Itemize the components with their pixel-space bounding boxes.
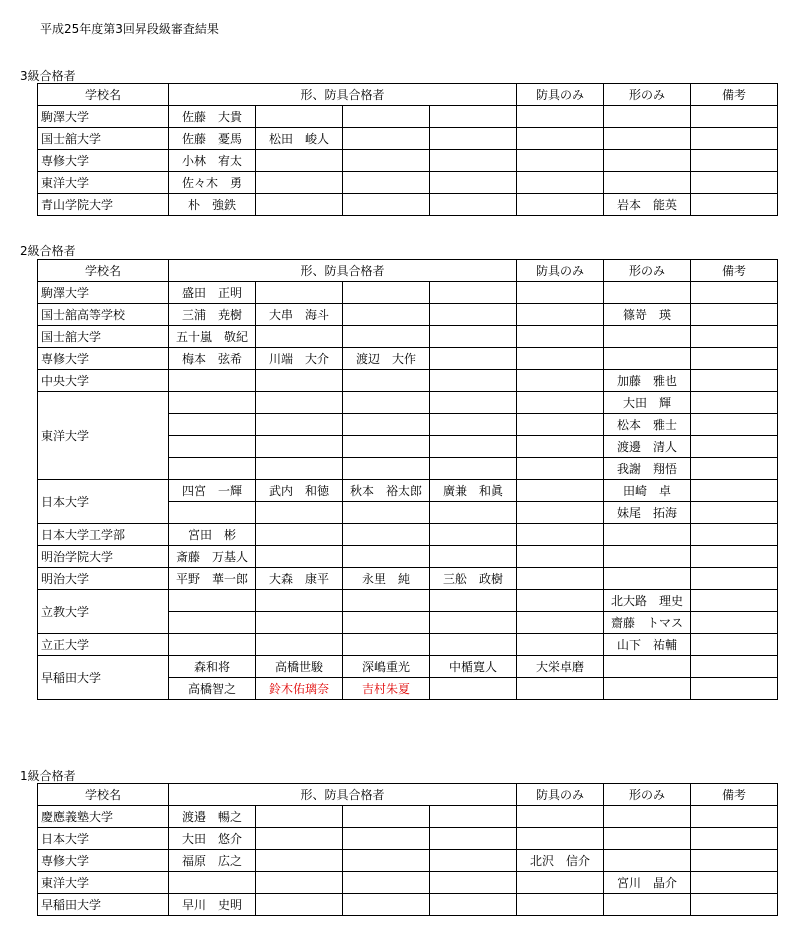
header-row [38, 784, 778, 806]
table-row [38, 392, 778, 414]
name-cell [430, 806, 517, 828]
name-cell [343, 546, 430, 568]
school-cell: 専修大学 [38, 850, 169, 872]
school-cell: 東洋大学 [38, 392, 169, 480]
name-cell [169, 634, 256, 656]
name-cell [691, 436, 778, 458]
name-cell [256, 458, 343, 480]
grade2-label: 2級合格者 [20, 244, 76, 258]
name-cell [430, 524, 517, 546]
name-cell [604, 128, 691, 150]
header-both: 形、防具合格者 [169, 784, 517, 806]
name-cell [430, 370, 517, 392]
name-cell [343, 326, 430, 348]
table-row [38, 194, 778, 216]
header-school: 学校名 [38, 784, 169, 806]
name-cell [430, 392, 517, 414]
header-armor-only: 防具のみ [517, 784, 604, 806]
table-row [38, 524, 778, 546]
name-cell: 我謝 翔悟 [604, 458, 691, 480]
name-cell [343, 872, 430, 894]
school-cell: 日本大学 [38, 480, 169, 524]
name-cell [430, 414, 517, 436]
name-cell: 福原 広之 [169, 850, 256, 872]
table-row [38, 150, 778, 172]
grade2-table [37, 259, 778, 700]
name-cell: 永里 純 [343, 568, 430, 590]
name-cell [604, 106, 691, 128]
school-cell: 青山学院大学 [38, 194, 169, 216]
name-cell [343, 436, 430, 458]
name-cell [343, 150, 430, 172]
name-cell [256, 612, 343, 634]
name-cell: 三浦 尭樹 [169, 304, 256, 326]
grade3-label: 3級合格者 [20, 69, 76, 83]
name-cell: 北沢 信介 [517, 850, 604, 872]
name-cell [256, 546, 343, 568]
name-cell [691, 348, 778, 370]
name-cell: 岩本 能英 [604, 194, 691, 216]
school-cell: 立教大学 [38, 590, 169, 634]
header-school: 学校名 [38, 84, 169, 106]
name-cell [343, 370, 430, 392]
name-cell [691, 872, 778, 894]
name-cell [343, 194, 430, 216]
name-cell: 武内 和徳 [256, 480, 343, 502]
school-cell: 日本大学工学部 [38, 524, 169, 546]
name-cell [169, 590, 256, 612]
name-cell [604, 894, 691, 916]
name-cell: 廣兼 和眞 [430, 480, 517, 502]
name-cell: 齋藤 トマス [604, 612, 691, 634]
name-cell: 盛田 正明 [169, 282, 256, 304]
header-armor-only: 防具のみ [517, 260, 604, 282]
name-cell [604, 524, 691, 546]
name-cell: 四宮 一輝 [169, 480, 256, 502]
name-cell [691, 656, 778, 678]
name-cell [517, 194, 604, 216]
header-kata-only: 形のみ [604, 784, 691, 806]
name-cell [343, 502, 430, 524]
name-cell [517, 828, 604, 850]
name-cell [691, 172, 778, 194]
name-cell [430, 106, 517, 128]
name-cell [517, 872, 604, 894]
name-cell [691, 546, 778, 568]
name-cell [430, 546, 517, 568]
name-cell [430, 872, 517, 894]
name-cell [256, 106, 343, 128]
name-cell [256, 828, 343, 850]
name-cell [169, 414, 256, 436]
name-cell [343, 458, 430, 480]
name-cell [691, 502, 778, 524]
name-cell [343, 414, 430, 436]
name-cell [691, 612, 778, 634]
name-cell [691, 828, 778, 850]
name-cell [691, 850, 778, 872]
name-cell: 早川 史明 [169, 894, 256, 916]
header-remarks: 備考 [691, 784, 778, 806]
name-cell [343, 590, 430, 612]
name-cell [691, 194, 778, 216]
name-cell [430, 128, 517, 150]
name-cell [517, 634, 604, 656]
name-cell [256, 194, 343, 216]
school-cell: 明治大学 [38, 568, 169, 590]
header-both: 形、防具合格者 [169, 260, 517, 282]
name-cell [430, 634, 517, 656]
name-cell [517, 678, 604, 700]
name-cell [169, 502, 256, 524]
name-cell [691, 414, 778, 436]
name-cell: 佐々木 勇 [169, 172, 256, 194]
name-cell [343, 612, 430, 634]
name-cell [691, 370, 778, 392]
header-row [38, 84, 778, 106]
name-cell: 大田 悠介 [169, 828, 256, 850]
name-cell [256, 502, 343, 524]
name-cell [169, 436, 256, 458]
name-cell [430, 282, 517, 304]
name-cell: 大栄卓磨 [517, 656, 604, 678]
name-cell: 北大路 理史 [604, 590, 691, 612]
name-cell [517, 480, 604, 502]
name-cell: 宮田 彬 [169, 524, 256, 546]
name-cell [256, 590, 343, 612]
name-cell: 渡邉 暢之 [169, 806, 256, 828]
name-cell: 中楯寛人 [430, 656, 517, 678]
school-cell: 東洋大学 [38, 172, 169, 194]
name-cell [343, 828, 430, 850]
name-cell [517, 806, 604, 828]
name-cell [430, 458, 517, 480]
name-cell [343, 128, 430, 150]
name-cell [691, 106, 778, 128]
name-cell [256, 370, 343, 392]
grade3-table [37, 83, 778, 216]
table-row [38, 304, 778, 326]
school-cell: 立正大学 [38, 634, 169, 656]
page-title: 平成25年度第3回昇段級審査結果 [40, 22, 219, 36]
name-cell [604, 850, 691, 872]
school-cell: 中央大学 [38, 370, 169, 392]
header-kata-only: 形のみ [604, 84, 691, 106]
name-cell [691, 458, 778, 480]
name-cell [343, 524, 430, 546]
school-cell: 駒澤大学 [38, 106, 169, 128]
name-cell: 田崎 卓 [604, 480, 691, 502]
name-cell [430, 348, 517, 370]
table-row [38, 546, 778, 568]
name-cell [517, 326, 604, 348]
name-cell [343, 850, 430, 872]
name-cell [430, 850, 517, 872]
table-row [38, 828, 778, 850]
name-cell [517, 524, 604, 546]
name-cell [430, 172, 517, 194]
name-cell: 篠嵜 瑛 [604, 304, 691, 326]
name-cell [604, 282, 691, 304]
name-cell [430, 194, 517, 216]
school-cell: 国士舘大学 [38, 326, 169, 348]
name-cell [343, 172, 430, 194]
name-cell [430, 502, 517, 524]
name-cell [343, 806, 430, 828]
name-cell: 渡辺 大作 [343, 348, 430, 370]
name-cell [691, 282, 778, 304]
name-cell [604, 678, 691, 700]
grade1-table [37, 783, 778, 916]
name-cell: 平野 華一郎 [169, 568, 256, 590]
name-cell: 吉村朱夏 [343, 678, 430, 700]
name-cell [691, 128, 778, 150]
name-cell [343, 392, 430, 414]
school-cell: 国士舘高等学校 [38, 304, 169, 326]
name-cell [691, 304, 778, 326]
table-row [38, 806, 778, 828]
name-cell [169, 370, 256, 392]
name-cell [691, 326, 778, 348]
name-cell [604, 348, 691, 370]
name-cell: 松田 峻人 [256, 128, 343, 150]
name-cell [430, 678, 517, 700]
name-cell [604, 568, 691, 590]
name-cell: 鈴木佑璃奈 [256, 678, 343, 700]
name-cell [517, 150, 604, 172]
name-cell [256, 172, 343, 194]
school-cell: 早稲田大学 [38, 894, 169, 916]
table-row [38, 634, 778, 656]
header-remarks: 備考 [691, 260, 778, 282]
grade1-label: 1級合格者 [20, 769, 76, 783]
name-cell: 大田 輝 [604, 392, 691, 414]
name-cell: 川端 大介 [256, 348, 343, 370]
name-cell: 山下 祐輔 [604, 634, 691, 656]
header-armor-only: 防具のみ [517, 84, 604, 106]
table-row [38, 348, 778, 370]
name-cell [691, 150, 778, 172]
table-row [38, 568, 778, 590]
name-cell: 高橋世駿 [256, 656, 343, 678]
table-row [38, 590, 778, 612]
name-cell [256, 806, 343, 828]
name-cell: 五十嵐 敬紀 [169, 326, 256, 348]
name-cell: 深嶋重光 [343, 656, 430, 678]
name-cell: 佐藤 大貴 [169, 106, 256, 128]
table-row [38, 128, 778, 150]
header-both: 形、防具合格者 [169, 84, 517, 106]
name-cell [691, 678, 778, 700]
name-cell: 梅本 弦希 [169, 348, 256, 370]
name-cell: 渡邊 清人 [604, 436, 691, 458]
school-cell: 駒澤大学 [38, 282, 169, 304]
school-cell: 東洋大学 [38, 872, 169, 894]
name-cell [604, 828, 691, 850]
name-cell: 大串 海斗 [256, 304, 343, 326]
name-cell [691, 634, 778, 656]
name-cell [517, 128, 604, 150]
name-cell: 三舩 政樹 [430, 568, 517, 590]
school-cell: 日本大学 [38, 828, 169, 850]
name-cell: 松本 雅士 [604, 414, 691, 436]
name-cell [343, 282, 430, 304]
name-cell [256, 436, 343, 458]
name-cell [256, 634, 343, 656]
name-cell [517, 436, 604, 458]
name-cell [691, 480, 778, 502]
name-cell [604, 546, 691, 568]
name-cell [517, 590, 604, 612]
name-cell [517, 894, 604, 916]
header-row [38, 260, 778, 282]
name-cell [517, 546, 604, 568]
name-cell [604, 326, 691, 348]
name-cell: 加藤 雅也 [604, 370, 691, 392]
name-cell [517, 282, 604, 304]
name-cell [343, 304, 430, 326]
name-cell [256, 850, 343, 872]
name-cell: 斎藤 万基人 [169, 546, 256, 568]
school-cell: 明治学院大学 [38, 546, 169, 568]
name-cell [691, 524, 778, 546]
table-row [38, 850, 778, 872]
name-cell: 秋本 裕太郎 [343, 480, 430, 502]
name-cell [604, 172, 691, 194]
table-row [38, 106, 778, 128]
table-row [38, 480, 778, 502]
name-cell [169, 392, 256, 414]
name-cell [517, 458, 604, 480]
table-row [38, 656, 778, 678]
name-cell [169, 458, 256, 480]
name-cell [517, 568, 604, 590]
name-cell [517, 502, 604, 524]
name-cell: 大森 康平 [256, 568, 343, 590]
name-cell [517, 106, 604, 128]
table-row [38, 370, 778, 392]
school-cell: 専修大学 [38, 348, 169, 370]
name-cell [430, 612, 517, 634]
name-cell [691, 590, 778, 612]
name-cell [517, 304, 604, 326]
name-cell [256, 872, 343, 894]
name-cell [430, 326, 517, 348]
name-cell: 朴 強鉄 [169, 194, 256, 216]
name-cell [517, 414, 604, 436]
name-cell: 森和将 [169, 656, 256, 678]
name-cell: 小林 宥太 [169, 150, 256, 172]
name-cell [517, 172, 604, 194]
school-cell: 国士舘大学 [38, 128, 169, 150]
name-cell [256, 150, 343, 172]
name-cell [169, 872, 256, 894]
school-cell: 早稲田大学 [38, 656, 169, 700]
table-row [38, 872, 778, 894]
name-cell: 佐藤 憂馬 [169, 128, 256, 150]
name-cell [256, 282, 343, 304]
name-cell [430, 150, 517, 172]
header-kata-only: 形のみ [604, 260, 691, 282]
name-cell [517, 370, 604, 392]
name-cell [604, 656, 691, 678]
name-cell [256, 524, 343, 546]
name-cell [256, 392, 343, 414]
table-row [38, 894, 778, 916]
name-cell [691, 568, 778, 590]
name-cell [517, 612, 604, 634]
table-row [38, 282, 778, 304]
name-cell [430, 436, 517, 458]
name-cell [604, 150, 691, 172]
header-remarks: 備考 [691, 84, 778, 106]
name-cell [691, 392, 778, 414]
name-cell [343, 106, 430, 128]
name-cell [430, 590, 517, 612]
name-cell [256, 326, 343, 348]
header-school: 学校名 [38, 260, 169, 282]
name-cell [169, 612, 256, 634]
name-cell: 宮川 晶介 [604, 872, 691, 894]
school-cell: 専修大学 [38, 150, 169, 172]
name-cell [256, 414, 343, 436]
name-cell [343, 634, 430, 656]
table-row [38, 172, 778, 194]
name-cell [691, 806, 778, 828]
name-cell [343, 894, 430, 916]
name-cell [256, 894, 343, 916]
name-cell: 高橋智之 [169, 678, 256, 700]
name-cell [604, 806, 691, 828]
name-cell [691, 894, 778, 916]
name-cell [430, 828, 517, 850]
table-row [38, 326, 778, 348]
name-cell [430, 894, 517, 916]
name-cell [430, 304, 517, 326]
school-cell: 慶應義塾大学 [38, 806, 169, 828]
name-cell [517, 392, 604, 414]
name-cell: 妹尾 拓海 [604, 502, 691, 524]
name-cell [517, 348, 604, 370]
